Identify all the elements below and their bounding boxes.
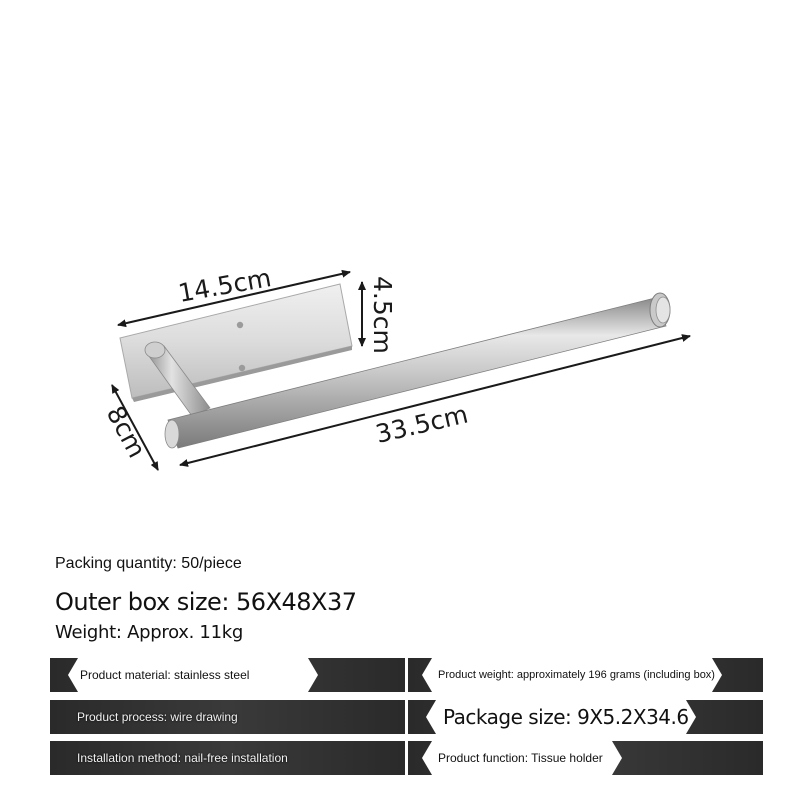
spec-label: Product material: stainless steel [80,668,250,682]
depth-label: 8cm [100,401,152,463]
spec-product-process [50,700,405,734]
outer-box-size: Outer box size: 56X48X37 [55,588,357,616]
packing-quantity: Packing quantity: 50/piece [55,555,242,572]
bar-length-label: 33.5cm [372,399,471,449]
spec-product-material [50,658,405,692]
spec-product-weight [408,658,763,692]
spec-package-size [408,700,763,734]
spec-installation-method [50,741,405,775]
spec-product-function [408,741,763,775]
spec-label: Product function: Tissue holder [438,751,603,765]
screw-hole-icon [237,322,243,328]
spec-label: Installation method: nail-free installation [77,751,288,765]
spec-label: Product weight: approximately 196 grams (including box) [438,669,715,681]
spec-label: Package size: 9X5.2X34.6 [443,705,689,729]
screw-hole-icon [239,365,245,371]
weight: Weight: Approx. 11kg [55,622,243,643]
spec-label: Product process: wire drawing [77,710,238,724]
plate-width-label: 14.5cm [176,263,274,308]
plate-height-label: 4.5cm [368,276,397,354]
